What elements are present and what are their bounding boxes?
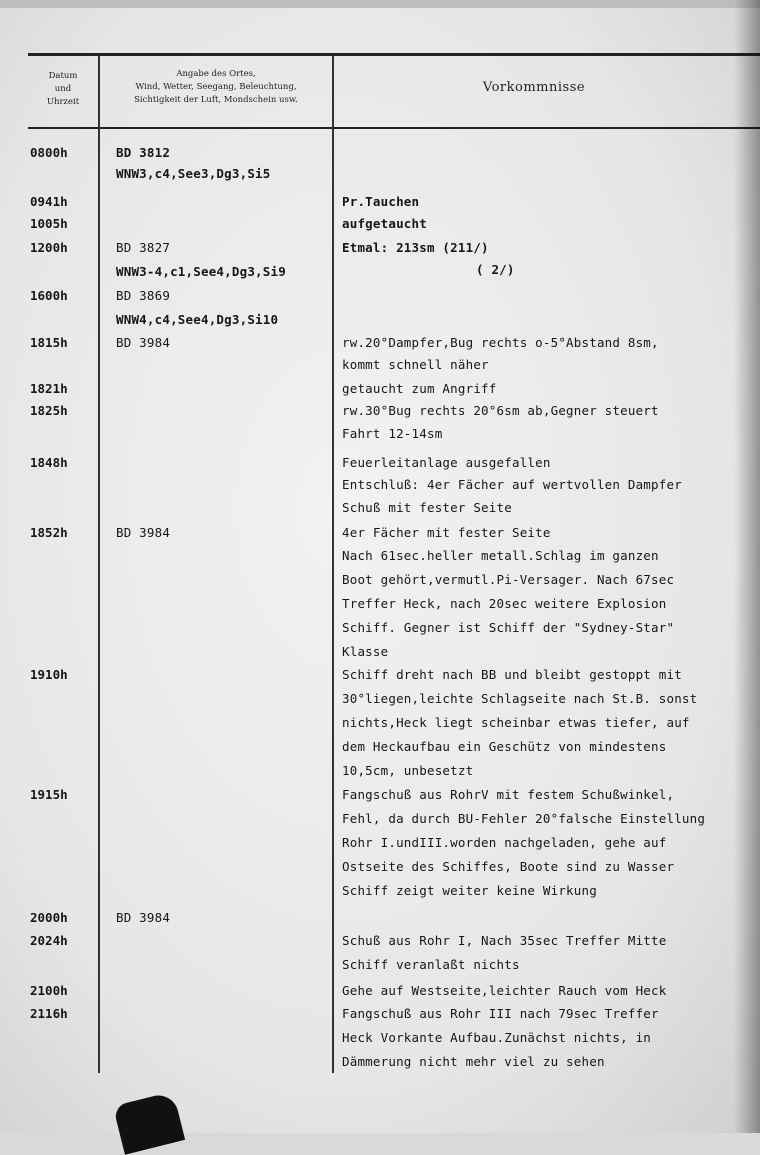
time-entry: 2024h — [30, 933, 68, 948]
event-line: Schiff. Gegner ist Schiff der "Sydney-Star" — [342, 620, 675, 635]
time-entry: 1848h — [30, 455, 68, 470]
event-line: Treffer Heck, nach 20sec weitere Explosion — [342, 596, 667, 611]
event-line: rw.30°Bug rechts 20°6sm ab,Gegner steuert — [342, 403, 659, 418]
event-line: Fahrt 12-14sm — [342, 426, 443, 441]
time-entry: 2116h — [30, 1006, 68, 1021]
header-rule — [28, 127, 760, 129]
event-line: kommt schnell näher — [342, 357, 489, 372]
event-line: Dämmerung nicht mehr viel zu sehen — [342, 1054, 605, 1069]
time-entry: 1910h — [30, 667, 68, 682]
place-entry: BD 3984 — [116, 335, 171, 350]
event-line: Boot gehört,vermutl.Pi-Versager. Nach 67sec — [342, 572, 675, 587]
time-entry: 2100h — [30, 983, 68, 998]
column-divider-1 — [98, 55, 100, 1073]
event-line: Fangschuß aus RohrV mit festem Schußwinkel, — [342, 787, 675, 802]
event-line: Pr.Tauchen — [342, 194, 420, 209]
place-entry: BD 3869 — [116, 288, 171, 303]
event-line: Ostseite des Schiffes, Boote sind zu Wasser — [342, 859, 675, 874]
place-entry: BD 3827 — [116, 240, 171, 255]
place-entry: BD 3984 — [116, 525, 171, 540]
weather-entry: WNW4,c4,See4,Dg3,Si10 — [116, 312, 279, 327]
event-line: Klasse — [342, 644, 389, 659]
time-entry: 1815h — [30, 335, 68, 350]
event-line: 10,5cm, unbesetzt — [342, 763, 474, 778]
event-line: aufgetaucht — [342, 216, 427, 231]
event-line: Schiff veranlaßt nichts — [342, 957, 520, 972]
page-top-edge — [0, 0, 760, 8]
event-line: Schiff dreht nach BB und bleibt gestoppt mit — [342, 667, 682, 682]
event-line: Fehl, da durch BU-Fehler 20°falsche Einstellung — [342, 811, 706, 826]
column-divider-2 — [332, 55, 334, 1073]
weather-entry: WNW3,c4,See3,Dg3,Si5 — [116, 166, 271, 181]
time-entry: 1852h — [30, 525, 68, 540]
time-entry: 1915h — [30, 787, 68, 802]
event-line: ( 2/) — [476, 262, 515, 277]
event-line: Schiff zeigt weiter keine Wirkung — [342, 883, 597, 898]
event-line: rw.20°Dampfer,Bug rechts o-5°Abstand 8sm, — [342, 335, 659, 350]
page-fold-shadow — [734, 0, 760, 1133]
event-line: Rohr I.undIII.worden nachgeladen, gehe auf — [342, 835, 667, 850]
time-entry: 1600h — [30, 288, 68, 303]
event-line: Schuß mit fester Seite — [342, 500, 512, 515]
time-entry: 1005h — [30, 216, 68, 231]
time-entry: 0941h — [30, 194, 68, 209]
time-entry: 1200h — [30, 240, 68, 255]
event-line: dem Heckaufbau ein Geschütz von mindestens — [342, 739, 667, 754]
place-entry: BD 3984 — [116, 910, 171, 925]
place-entry: BD 3812 — [116, 145, 171, 160]
event-line: 30°liegen,leichte Schlagseite nach St.B. sonst — [342, 691, 698, 706]
event-line: Schuß aus Rohr I, Nach 35sec Treffer Mitte — [342, 933, 667, 948]
time-entry: 2000h — [30, 910, 68, 925]
event-line: 4er Fächer mit fester Seite — [342, 525, 551, 540]
header-events-column: Vorkommnisse — [482, 80, 586, 95]
event-line: nichts,Heck liegt scheinbar etwas tiefer, auf — [342, 715, 690, 730]
time-entry: 1825h — [30, 403, 68, 418]
weather-entry: WNW3-4,c1,See4,Dg3,Si9 — [116, 264, 286, 279]
event-line: Nach 61sec.heller metall.Schlag im ganzen — [342, 548, 659, 563]
event-line: Heck Vorkante Aufbau.Zunächst nichts, in — [342, 1030, 652, 1045]
event-line: Fangschuß aus Rohr III nach 79sec Treffer — [342, 1006, 659, 1021]
time-entry: 1821h — [30, 381, 68, 396]
event-line: Etmal: 213sm (211/) — [342, 240, 489, 255]
header-time-column: Datum und Uhrzeit — [46, 71, 80, 107]
event-line: Feuerleitanlage ausgefallen — [342, 455, 551, 470]
top-rule — [28, 53, 760, 56]
header-place-column: Angabe des Ortes, Wind, Wetter, Seegang, Beleuchtung, Sichtigkeit der Luft, Mondschein usw. — [134, 69, 298, 105]
event-line: Entschluß: 4er Fächer auf wertvollen Dampfer — [342, 477, 682, 492]
event-line: Gehe auf Westseite,leichter Rauch vom Heck — [342, 983, 667, 998]
time-entry: 0800h — [30, 145, 68, 160]
event-line: getaucht zum Angriff — [342, 381, 497, 396]
